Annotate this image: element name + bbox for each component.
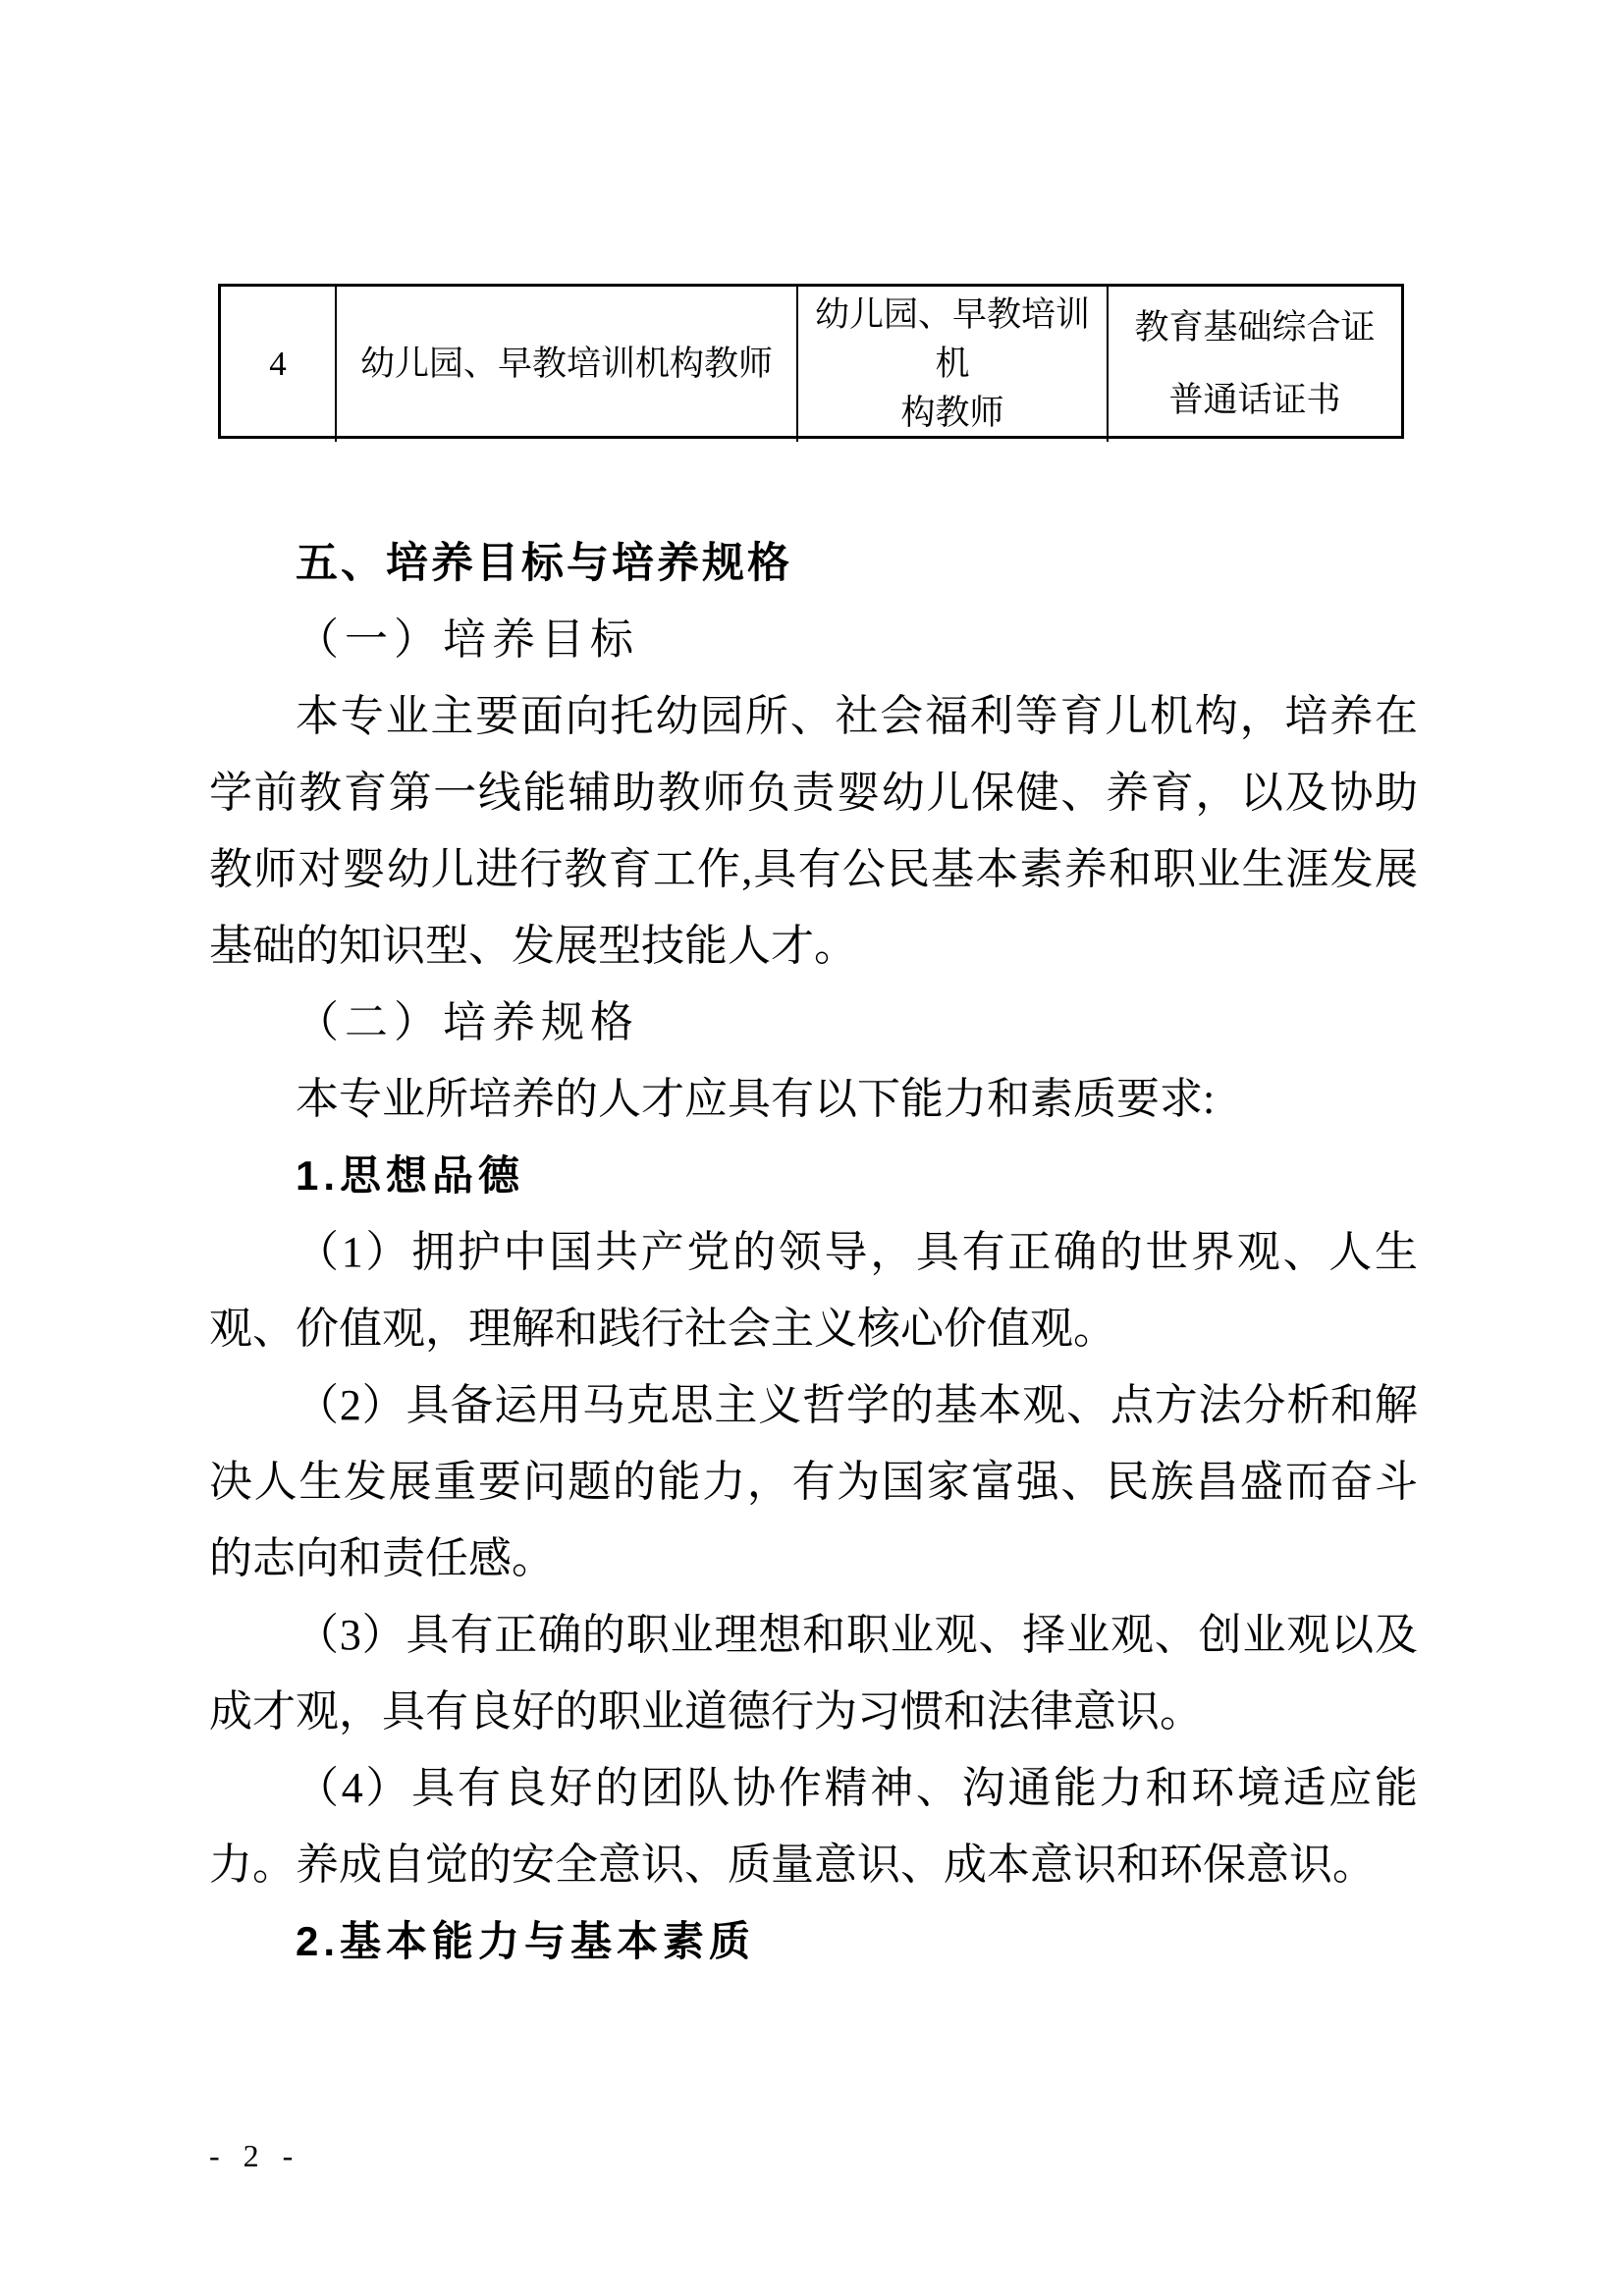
job-scope-text: 幼儿园、早教培训机构教师 <box>359 345 773 383</box>
subsection-heading-2: （二）培养规格 <box>296 998 639 1046</box>
paragraph-item-4: （4）具有良好的团队协作精神、沟通能力和环境适应能力。养成自觉的安全意识、质量意识、成本意识和环保意识。 <box>209 1764 1418 1889</box>
table-cell-seq <box>221 287 337 442</box>
subsection-heading-1: （一）培养目标 <box>296 615 639 664</box>
document-body <box>209 525 1418 1980</box>
certificate-line-2: 普通话证书 <box>1168 381 1341 419</box>
section-heading: 五、培养目标与培养规格 <box>296 540 792 587</box>
paragraph-item-3: （3）具有正确的职业理想和职业观、择业观、创业观以及成才观，具有良好的职业道德行为习惯和法律意识。 <box>209 1611 1418 1735</box>
paragraph-item-2: （2）具备运用马克思主义哲学的基本观、点方法分析和解决人生发展重要问题的能力，有为国家富强、民族昌盛而奋斗的志向和责任感。 <box>209 1381 1418 1582</box>
numbered-heading-1: 1.思想品德 <box>296 1152 525 1199</box>
seq-number: 4 <box>269 345 287 383</box>
numbered-heading-2: 2.基本能力与基本素质 <box>296 1918 756 1964</box>
job-position-line-1: 幼儿园、早教培训机 <box>814 295 1090 383</box>
job-position-line-2: 构教师 <box>900 394 1004 432</box>
career-table <box>218 284 1404 439</box>
table-cell-certificates <box>1109 287 1401 442</box>
table-cell-job-scope <box>337 287 798 442</box>
paragraph-training-objective: 本专业主要面向托幼园所、社会福利等育儿机构，培养在学前教育第一线能辅助教师负责婴幼儿保健、养育，以及协助教师对婴幼儿进行教育工作,具有公民基本素养和职业生涯发展基础的知识型、发展型技能人才。 <box>209 692 1418 970</box>
certificate-line-1: 教育基础综合证 <box>1134 308 1376 347</box>
paragraph-spec-intro: 本专业所培养的人才应具有以下能力和素质要求: <box>296 1075 1216 1123</box>
page-number: - 2 - <box>209 2138 301 2173</box>
paragraph-item-1: （1）拥护中国共产党的领导，具有正确的世界观、人生观、价值观，理解和践行社会主义核心价值观。 <box>209 1228 1418 1353</box>
table-cell-job-position <box>798 287 1109 442</box>
